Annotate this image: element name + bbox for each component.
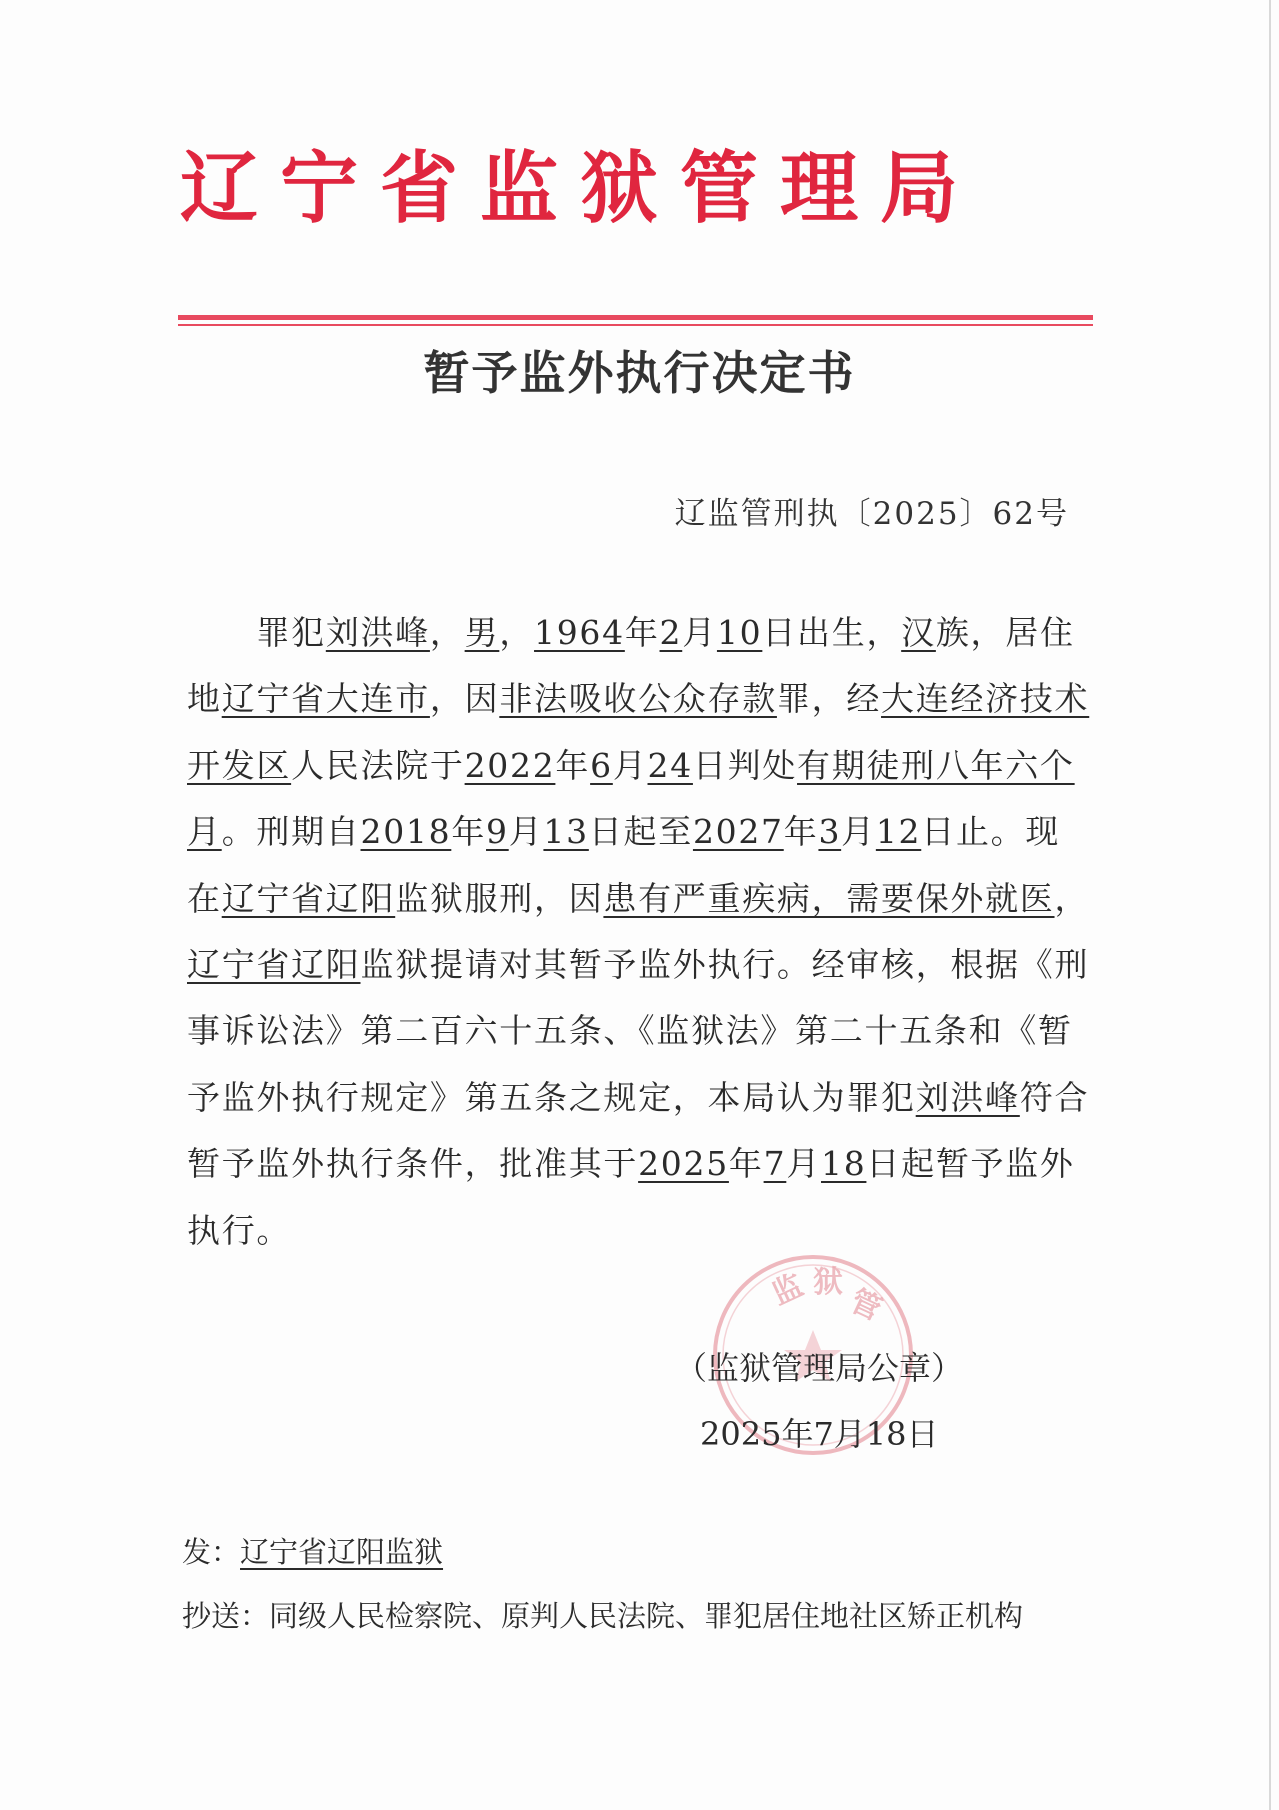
body-text: 在 [187,878,222,918]
body-text: 年 [783,812,819,852]
filled-field: 辽宁省辽阳 [187,944,361,984]
send-row [182,1520,1023,1584]
filled-field: 2025 [638,1144,729,1184]
filled-field: 10 [716,613,763,652]
body-line [187,1131,1082,1197]
send-label: 发： [182,1535,241,1569]
filled-field: 3 [818,812,842,852]
filled-field: 汉 [901,613,936,652]
body-line [187,932,1090,998]
cc-row [182,1584,1023,1648]
filled-field: 2022 [464,745,556,785]
filled-field: 6 [590,745,613,785]
body-text: 月 [682,613,717,652]
body-text: 族，居住 [935,613,1075,652]
body-text: 年 [555,745,591,785]
filled-field: 辽宁省辽阳 [221,878,396,918]
body-line [187,1065,1090,1131]
signature-block [675,1335,963,1467]
body-text: 人民法院于 [291,745,465,785]
filled-field: 患有严重疾病，需要保外就医 [603,878,1055,918]
body-line [187,998,1082,1064]
body-text: 日出生， [762,613,902,652]
filled-field: 2027 [692,812,784,852]
send-recipient: 辽宁省辽阳监狱 [240,1535,444,1569]
body-text: 年 [451,812,487,852]
filled-field: 男 [464,613,500,652]
body-text: 监狱服刑，因 [395,878,604,918]
body-text: ， [499,613,535,652]
filled-field: 9 [486,812,509,852]
body-line [187,1198,1082,1264]
body-text: 月 [508,812,544,852]
body-text: 年 [728,1144,764,1184]
body-text: 符合 [1019,1077,1090,1117]
document-title: 暂予监外执行决定书 [423,346,856,400]
body-text: 罪犯 [187,613,326,652]
distribution-footer [182,1520,1023,1648]
cc-label: 抄送： [182,1599,270,1633]
filled-field: 2 [659,613,683,652]
body-text: 日判处 [692,745,798,785]
filled-field: 月 [187,812,222,852]
filled-field: 12 [875,812,922,852]
filled-field: 刘洪峰 [915,1077,1020,1117]
body-line [187,666,1090,732]
red-divider-thin [178,324,1093,326]
body-text: 予监外执行规定》第五条之规定，本局认为罪犯 [187,1077,916,1117]
filled-field: 刘洪峰 [325,613,430,652]
body-text: 日止。现 [921,812,1061,852]
body-text: 事诉讼法》第二百六十五条、《监狱法》第二十五条和《暂 [187,1011,1073,1051]
agency-header: 辽宁省监狱管理局 [180,144,981,234]
body-text: 月 [612,745,648,785]
svg-text:管: 管 [844,1283,887,1328]
body-text: 。刑期自 [221,812,361,852]
filled-field: 有期徒刑八年六个 [797,745,1075,785]
page-edge [1269,0,1271,1810]
filled-field: 非法吸收公众存款 [499,679,777,719]
body-line [187,733,1082,799]
filled-field: 7 [763,1144,787,1184]
body-text: ，因 [429,679,500,719]
document-number: 辽监管刑执〔2025〕62号 [674,496,1069,532]
decision-body [187,600,1090,1264]
body-text: ， [1054,878,1090,918]
filled-field: 开发区 [187,745,292,785]
body-text: 罪，经 [776,679,882,719]
body-text: 地 [187,679,222,719]
body-line [187,866,1090,932]
svg-text:监: 监 [766,1267,809,1313]
body-line [187,600,1082,666]
body-text: 月 [786,1144,822,1184]
seal-label: （监狱管理局公章） [675,1349,964,1387]
filled-field: 2018 [360,812,452,852]
filled-field: 大连经济技术 [881,679,1090,719]
body-text: 日起暂予监外 [866,1144,1075,1184]
filled-field: 1964 [534,613,625,652]
body-text: ， [429,613,465,652]
body-text: 执行。 [187,1210,292,1250]
body-line [187,799,1082,865]
filled-field: 辽宁省大连市 [221,679,430,719]
cc-recipients: 同级人民检察院、原判人民法院、罪犯居住地社区矫正机构 [269,1599,1024,1633]
body-text: 年 [624,613,660,652]
body-text: 月 [841,812,876,852]
signature-date: 2025年7月18日 [700,1415,939,1453]
filled-field: 24 [647,745,693,785]
body-text: 日起至 [588,812,693,852]
body-text: 暂予监外执行条件，批准其于 [187,1144,639,1184]
red-divider-thick [178,315,1093,320]
filled-field: 18 [821,1144,867,1184]
filled-field: 13 [543,812,589,852]
svg-text:狱: 狱 [813,1265,843,1300]
body-text: 监狱提请对其暂予监外执行。经审核，根据《刑 [360,944,1090,984]
